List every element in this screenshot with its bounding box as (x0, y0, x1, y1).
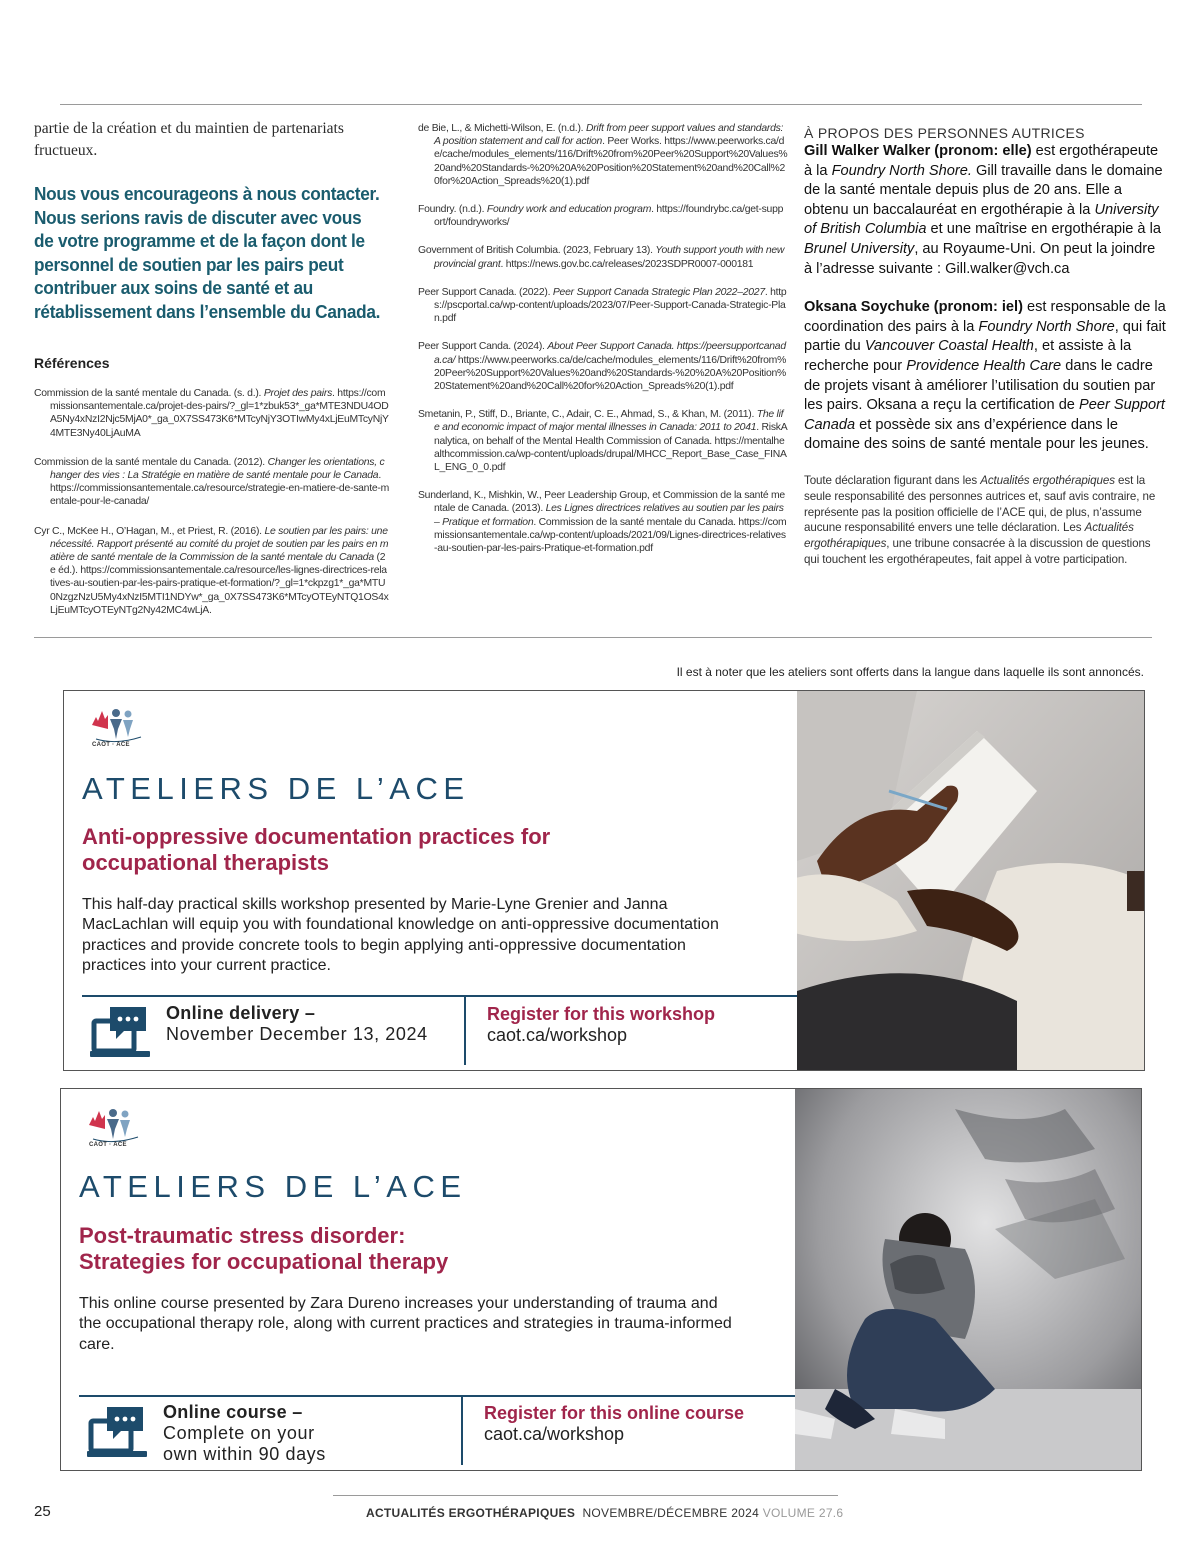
column-1 (34, 118, 389, 617)
intro-text: partie de la création et du maintien de partenariats fructueux. (34, 120, 344, 159)
caot-logo: CAOT · ACE (83, 1103, 145, 1153)
language-note: Il est à noter que les ateliers sont offerts dans la langue dans laquelle ils sont annoncés. (676, 665, 1144, 679)
register-link[interactable]: Register for this online course caot.ca/workshop (484, 1403, 745, 1444)
column-3 (804, 124, 1166, 568)
reference-item: Cyr C., McKee H., O’Hagan, M., et Priest, R. (2016). Le soutien par les pairs: une nécessité. Rapport présenté au comité du projet de soutien par les pairs en matière de santé mentale de la Commission de la santé mentale du Canada (2e éd.). https://commissionsantementale.ca/resource/les-lignes-directrices-relatives-au-soutien-par-les-pairs-pratique-et-formation/?_gl=1*ckpzg1*_ga*MTU0NzgzNzU5My4xNzI5MTI1NDYw*_ga_0X7SS473K6*MTcyOTEyNTQ1OS4xLjEuMTcyOTEyNTg2Ny42MC4wLjA. (34, 525, 389, 616)
author-bio: Gill Walker Walker (pronom: elle) est ergothérapeute à la Foundry North Shore. Gill travaille dans le domaine de la santé mentale depuis plus de 20 ans. Elle a obtenu un baccalauréat en ergothérapie à la University of British Columbia et une maîtrise en ergothérapie à la Brunel University, au Royaume-Uni. On peut la joindre à l’adresse suivante : Gill.walker@vch.ca (804, 143, 1163, 277)
workshop-heading: ATELIERS DE L’ACE (79, 1169, 467, 1204)
reference-item: Government of British Columbia. (2023, February 13). Youth support youth with new provincial grant. https://news.gov.bc.ca/releases/2023SDPR0007-000181 (418, 245, 785, 270)
reference-item: de Bie, L., & Michetti-Wilson, E. (n.d.). Drift from peer support values and standards: A position statement and call for action. Peer Works. https://www.peerworks.ca/de/cache/modules_elements/116/Drift%20from%20Peer%20Support%20Values%20and%20Standards-%20%20A%20Position%20Statement%20and%20Call%20for%20Action_Spreads%20(1).pdf (418, 123, 788, 187)
footer: ACTUALITÉS ERGOTHÉRAPIQUES NOVEMBRE/DÉCEMBRE 2024 VOLUME 27.6 (366, 1506, 844, 1520)
footer-rule (333, 1495, 838, 1496)
photo-distressed-person (795, 1089, 1141, 1471)
workshop-ad (60, 1088, 1142, 1471)
column-2 (418, 122, 788, 570)
workshop-title: Post-traumatic stress disorder: Strategies for occupational therapy (79, 1223, 449, 1274)
reference-item: Commission de la santé mentale du Canada. (s. d.). Projet des pairs. https://commissionsantementale.ca/projet-des-pairs/?_gl=1*zbuk53*_ga*MTE3NDU4ODA5Ny4xNzI2Njc5MjA0*_ga_0X7SS473K6*MTcyNjY3OTIwMy4xLjEuMTcyNjY4MTE3Ny40LjAuMA (34, 388, 389, 439)
register-link[interactable]: Register for this workshop caot.ca/workshop (487, 1004, 716, 1045)
workshop-description: This online course presented by Zara Dureno increases your understanding of trauma and the occupational therapy role, along with current practices and strategies in trauma-informed care. (79, 1295, 732, 1353)
delivery-info: Online delivery – November December 13, 2024 (166, 1003, 428, 1044)
contact-callout: Nous vous encourageons à nous contacter. Nous serions ravis de discuter avec vous de votre programme et de la façon dont le personnel de soutien par les pairs peut contribuer aux soins de santé et au rétablissement dans l’ensemble du Canada. (34, 183, 381, 322)
top-rule (60, 104, 1142, 105)
workshop-heading: ATELIERS DE L’ACE (82, 771, 470, 806)
reference-item: Sunderland, K., Mishkin, W., Peer Leadership Group, et Commission de la santé mentale de Canada. (2013). Les Lignes directrices relatives au soutien par les pairs – Pratique et formation. Commission de la santé mentale du Canada. https://commissionsantementale.ca/wp-content/uploads/2021/09/Lignes-directrices-relatives-au-soutien-par-les-pairs-Pratique-et-formation.pdf (418, 490, 787, 555)
photo-therapy-session (797, 691, 1144, 1071)
caot-logo: CAOT · ACE (86, 703, 148, 753)
section-rule (34, 637, 1152, 638)
references-heading: Références (34, 355, 110, 371)
author-bio: Oksana Soychuke (pronom: iel) est responsable de la coordination des pairs à la Foundry North Shore, qui fait partie du Vancouver Coastal Health, et assiste à la recherche pour Providence Health Care dans le cadre de projets visant à améliorer l’utilisation du soutien par les pairs. Oksana a reçu la certification de Peer Support Canada et possède six ans d’expérience dans le domaine des soins de santé mentale pour les jeunes. (804, 299, 1166, 453)
about-authors-heading: À PROPOS DES PERSONNES AUTRICES (804, 125, 1085, 141)
workshop-divider (79, 1395, 797, 1397)
workshop-ad (63, 690, 1145, 1071)
workshop-vdivider (464, 995, 466, 1065)
workshop-title: Anti-oppressive documentation practices for occupational therapists (82, 824, 551, 875)
online-chat-icon (90, 1005, 150, 1063)
reference-item: Peer Support Canada. (2022). Peer Support Canada Strategic Plan 2022–2027. https://pscportal.ca/wp-content/uploads/2023/07/Peer-Support-Canada-Strategic-Plan.pdf (418, 286, 787, 325)
reference-item: Smetanin, P., Stiff, D., Briante, C., Adair, C. E., Ahmad, S., & Khan, M. (2011). The life and economic impact of major mental illnesses in Canada: 2011 to 2041. RiskAnalytica, on behalf of the Mental Health Commission of Canada. https://mentalhealthcommission.ca/wp-content/uploads/drupal/MHCC_Report_Base_Case_FINAL_ENG_0_0.pdf (418, 409, 788, 474)
workshop-vdivider (461, 1395, 463, 1465)
delivery-info: Online course – Complete on your own within 90 days (163, 1402, 326, 1464)
reference-item: Foundry. (n.d.). Foundry work and education program. https://foundrybc.ca/get-support/foundryworks/ (418, 204, 784, 229)
reference-item: Peer Support Canda. (2024). About Peer Support Canada. https://peersupportcanada.ca/ https://www.peerworks.ca/de/cache/modules_elements/116/Drift%20from%20Peer%20Support%20Values%20and%20Standards-%20%20A%20Position%20Statement%20and%20Call%20for%20Action_Spreads%20(1).pdf (418, 341, 787, 393)
online-chat-icon (87, 1405, 147, 1463)
reference-item: Commission de la santé mentale du Canada. (2012). Changer les orientations, changer des vies : La Stratégie en matière de santé mentale pour le Canada. https://commissionsantementale.ca/resource/strategie-en-matiere-de-sante-mentale-pour-le-canada/ (34, 456, 389, 508)
workshop-description: This half-day practical skills workshop presented by Marie-Lyne Grenier and Janna MacLachlan will equip you with foundational knowledge on anti-oppressive documentation practices and provide concrete tools to begin applying anti-oppressive documentation practices into your current practice. (82, 896, 719, 974)
workshop-divider (82, 995, 800, 997)
page-number: 25 (34, 1503, 51, 1520)
disclaimer: Toute déclaration figurant dans les Actualités ergothérapiques est la seule responsabilité des personnes autrices et, sauf avis contraire, ne représente pas la position officielle de l’ACE qui, de plus, n’assume aucune responsabilité envers une telle déclaration. Les Actualités ergothérapiques, une tribune consacrée à la discussion de questions qui touchent les ergothérapeutes, fait appel à votre participation. (804, 473, 1156, 566)
